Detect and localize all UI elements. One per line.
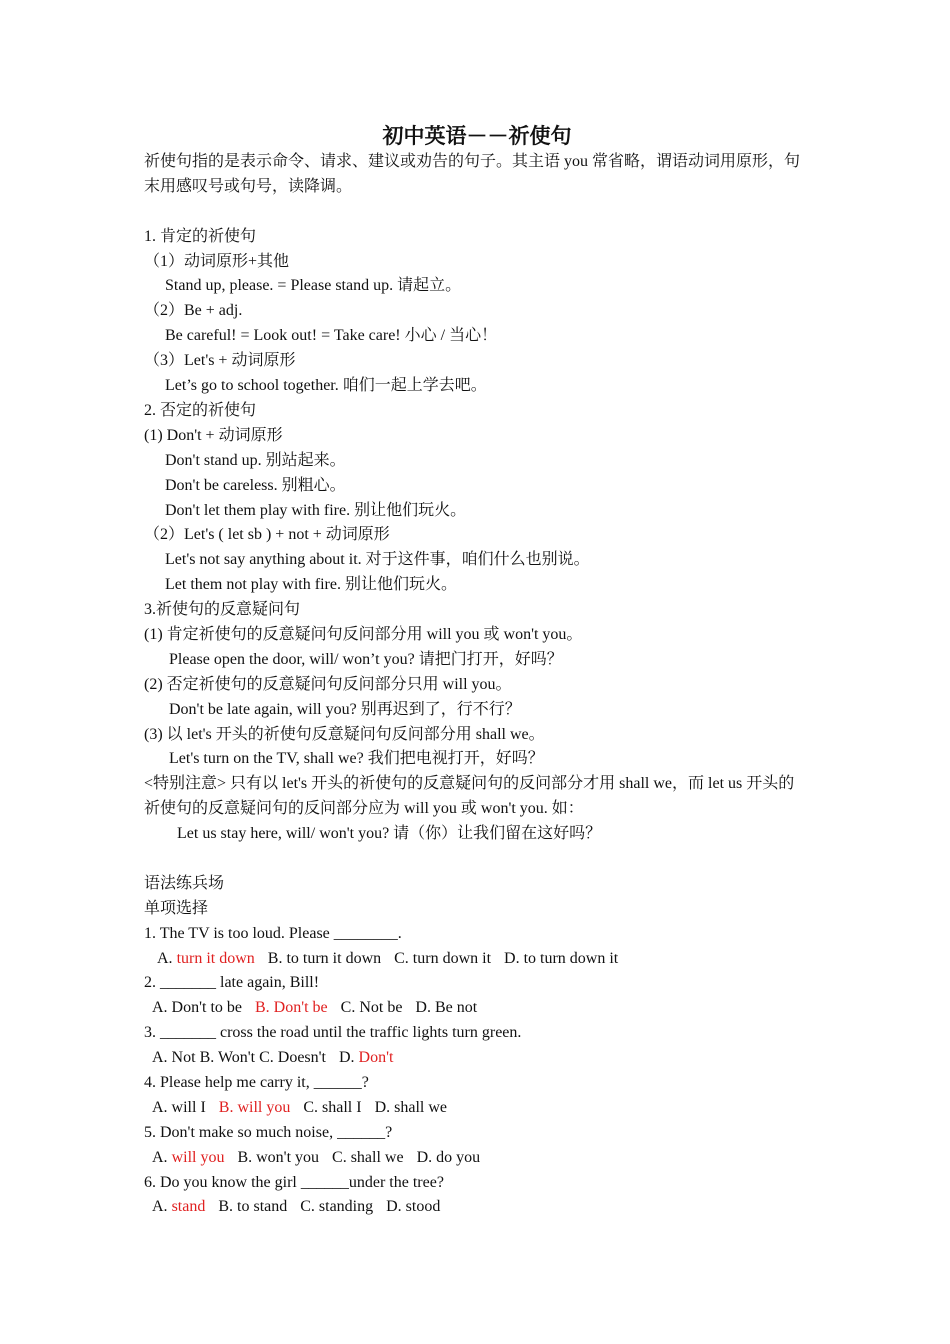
option-a: A. Not	[152, 1049, 196, 1067]
option-a-letter: A.	[157, 949, 173, 967]
option-d: D. stood	[386, 1198, 441, 1216]
option-b: B. Won't	[199, 1049, 256, 1067]
spacer	[144, 847, 810, 872]
option-d-letter: D.	[338, 1049, 355, 1067]
rule-line: (2) 否定祈使句的反意疑问句反问部分只用 will you。	[144, 675, 512, 693]
option-c: C. turn down it	[394, 949, 492, 967]
rule-line: (1) 肯定祈使句的反意疑问句反问部分用 will you 或 won't you。	[144, 625, 583, 643]
practice-heading: 语法练兵场	[144, 874, 225, 892]
example-line: Please open the door, will/ won’t you? 请把门打开，好吗？	[169, 650, 563, 668]
rule-line: （2）Let's ( let sb ) + not + 动词原形	[144, 526, 390, 544]
option-c: C. Doesn't	[259, 1049, 326, 1067]
example-line: Let us stay here, will/ won't you? 请（你）让我们留在这好吗？	[177, 825, 602, 843]
page-title: 初中英语－－祈使句	[382, 124, 572, 148]
option-d: D. to turn down it	[504, 949, 619, 967]
question-stem: 4. Please help me carry it, ______?	[144, 1074, 369, 1092]
question-options	[144, 947, 810, 972]
question-options	[144, 1096, 810, 1121]
rule-line: （3）Let's + 动词原形	[144, 352, 296, 370]
section-heading: 1. 肯定的祈使句	[144, 227, 257, 245]
example-line: Don't be late again, will you? 别再迟到了，行不行？	[169, 700, 521, 718]
rule-line: (3) 以 let's 开头的祈使句反意疑问句反问部分用 shall we。	[144, 725, 545, 743]
question-options	[144, 1195, 810, 1220]
example-line: Let them not play with fire. 别让他们玩火。	[165, 576, 457, 594]
question-stem: 6. Do you know the girl ______under the tree?	[144, 1173, 444, 1191]
example-line: Let's turn on the TV, shall we? 我们把电视打开，好吗？	[169, 750, 544, 768]
option-a-answer: stand	[167, 1198, 206, 1216]
section-heading: 2. 否定的祈使句	[144, 401, 257, 419]
special-note: <特别注意> 只有以 let's 开头的祈使句的反意疑问句的反问部分才用 shall we，而 let us 开头的祈使句的反意疑问句的反问部分应为 will you 或 won't you. 如：	[144, 775, 795, 818]
rule-line: （1）动词原形+其他	[144, 252, 290, 270]
option-b: B. to turn it down	[267, 949, 382, 967]
rule-line: (1) Don't + 动词原形	[144, 426, 283, 444]
option-c: C. shall I	[303, 1098, 362, 1116]
example-line: Don't let them play with fire. 别让他们玩火。	[165, 501, 467, 519]
rule-line: （2）Be + adj.	[144, 302, 243, 320]
option-c: C. Not be	[340, 999, 403, 1017]
option-d: D. Be not	[415, 999, 478, 1017]
question-options	[144, 1146, 810, 1171]
example-line: Don't stand up. 别站起来。	[165, 451, 346, 469]
question-stem: 5. Don't make so much noise, ______?	[144, 1123, 393, 1141]
intro-paragraph: 祈使句指的是表示命令、请求、建议或劝告的句子。其主语 you 常省略，谓语动词用原形，句末用感叹号或句号，读降调。	[144, 153, 801, 195]
question-stem: 1. The TV is too loud. Please ________.	[144, 924, 402, 942]
option-c: C. standing	[300, 1198, 374, 1216]
question-options	[144, 1046, 810, 1071]
document-page	[144, 122, 810, 1220]
example-line: Let’s go to school together. 咱们一起上学去吧。	[165, 377, 487, 395]
example-line: Don't be careless. 别粗心。	[165, 476, 346, 494]
option-b-answer: B. will you	[218, 1098, 291, 1116]
option-d: D. do you	[416, 1148, 481, 1166]
option-a: A. will I	[152, 1098, 206, 1116]
option-b: B. won't you	[237, 1148, 320, 1166]
option-a-letter: A.	[152, 1198, 168, 1216]
section-heading: 3.祈使句的反意疑问句	[144, 601, 301, 619]
example-line: Be careful! = Look out! = Take care! 小心 / 当心！	[165, 327, 498, 345]
question-stem: 3. _______ cross the road until the traffic lights turn green.	[144, 1024, 522, 1042]
practice-subheading: 单项选择	[144, 899, 209, 917]
option-c: C. shall we	[332, 1148, 404, 1166]
option-a-answer: turn it down	[172, 949, 255, 967]
example-line: Stand up, please. = Please stand up. 请起立。	[165, 277, 462, 295]
option-b-answer: B. Don't be	[254, 999, 328, 1017]
option-b: B. to stand	[218, 1198, 288, 1216]
example-line: Let's not say anything about it. 对于这件事，咱们什么也别说。	[165, 551, 590, 569]
option-a: A. Don't to be	[152, 999, 242, 1017]
question-stem: 2. _______ late again, Bill!	[144, 974, 320, 992]
option-d: D. shall we	[374, 1098, 447, 1116]
spacer	[144, 200, 810, 225]
option-a-letter: A.	[152, 1148, 168, 1166]
option-a-answer: will you	[167, 1148, 225, 1166]
question-options	[144, 996, 810, 1021]
option-d-answer: Don't	[358, 1049, 394, 1067]
